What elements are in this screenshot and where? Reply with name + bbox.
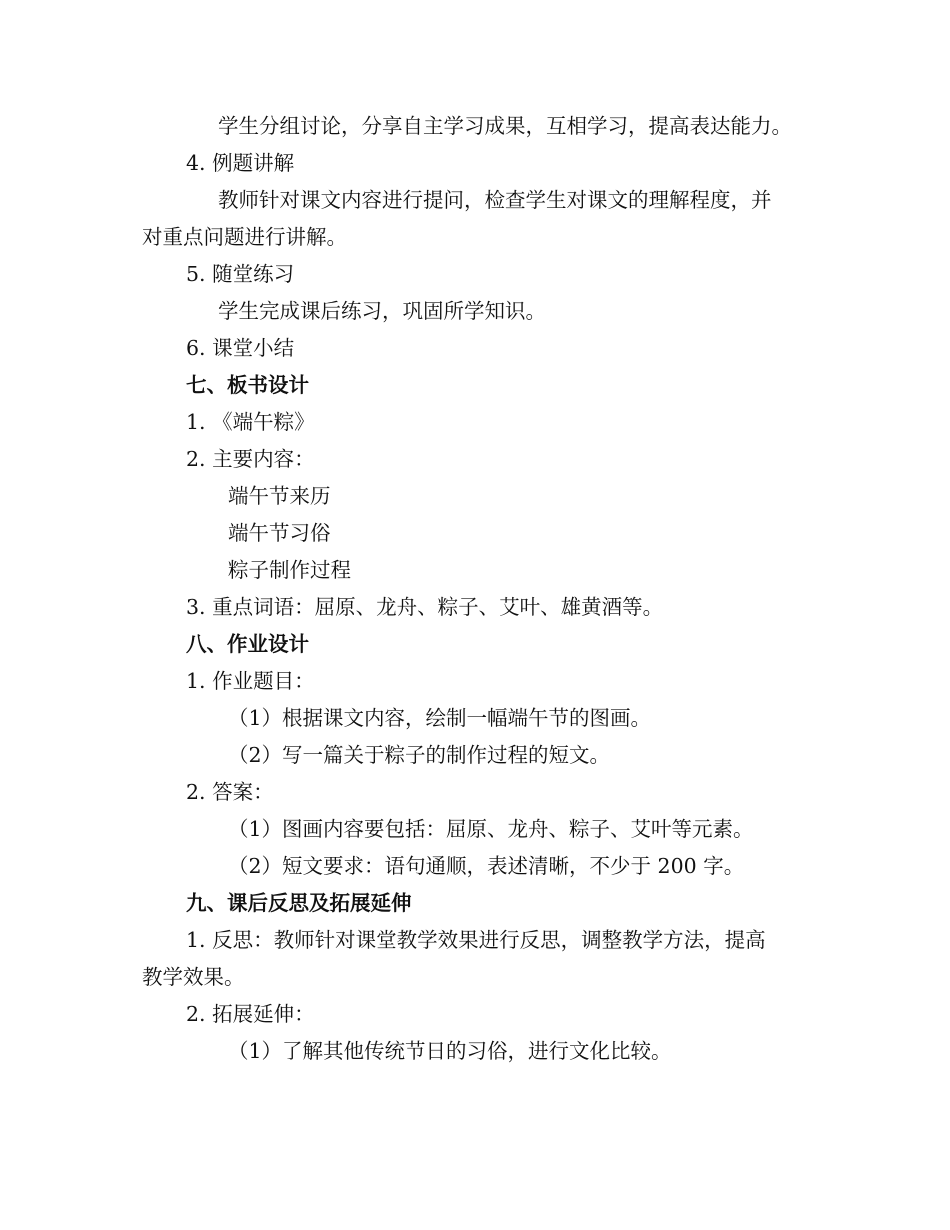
section-heading-homework: 八、作业设计 [186,632,309,656]
homework-item-2: 2. 答案： [186,780,274,804]
paragraph-teacher-questions: 教师针对课文内容进行提问，检查学生对课文的理解程度，并 [218,188,772,212]
board-item-1: 1. 《端午粽》 [186,410,315,434]
board-subitem-customs: 端午节习俗 [228,521,331,545]
board-item-2: 2. 主要内容： [186,447,315,471]
paragraph-group-discussion: 学生分组讨论，分享自主学习成果，互相学习，提高表达能力。 [218,114,792,138]
section-heading-reflection: 九、课后反思及拓展延伸 [186,891,412,915]
reflection-item-1-cont: 教学效果。 [142,965,245,989]
answer-subitem-2: （2）短文要求：语句通顺，表述清晰，不少于 200 字。 [228,854,745,878]
homework-subitem-1: （1）根据课文内容，绘制一幅端午节的图画。 [228,706,652,730]
board-subitem-process: 粽子制作过程 [228,558,351,582]
step-6-class-summary: 6. 课堂小结 [186,336,295,360]
paragraph-teacher-questions-cont: 对重点问题进行讲解。 [142,225,347,249]
reflection-item-1: 1. 反思：教师针对课堂教学效果进行反思，调整教学方法，提高 [186,928,766,952]
homework-item-1: 1. 作业题目： [186,669,315,693]
extension-subitem-1: （1）了解其他传统节日的习俗，进行文化比较。 [228,1039,672,1063]
board-subitem-origin: 端午节来历 [228,484,331,508]
answer-subitem-1: （1）图画内容要包括：屈原、龙舟、粽子、艾叶等元素。 [228,817,754,841]
step-5-in-class-practice: 5. 随堂练习 [186,262,295,286]
section-heading-board-design: 七、板书设计 [186,373,309,397]
step-4-example-explanation: 4. 例题讲解 [186,151,295,175]
homework-subitem-2: （2）写一篇关于粽子的制作过程的短文。 [228,743,611,767]
reflection-item-2: 2. 拓展延伸： [186,1002,315,1026]
board-item-3: 3. 重点词语：屈原、龙舟、粽子、艾叶、雄黄酒等。 [186,595,664,619]
paragraph-practice: 学生完成课后练习，巩固所学知识。 [218,299,546,323]
